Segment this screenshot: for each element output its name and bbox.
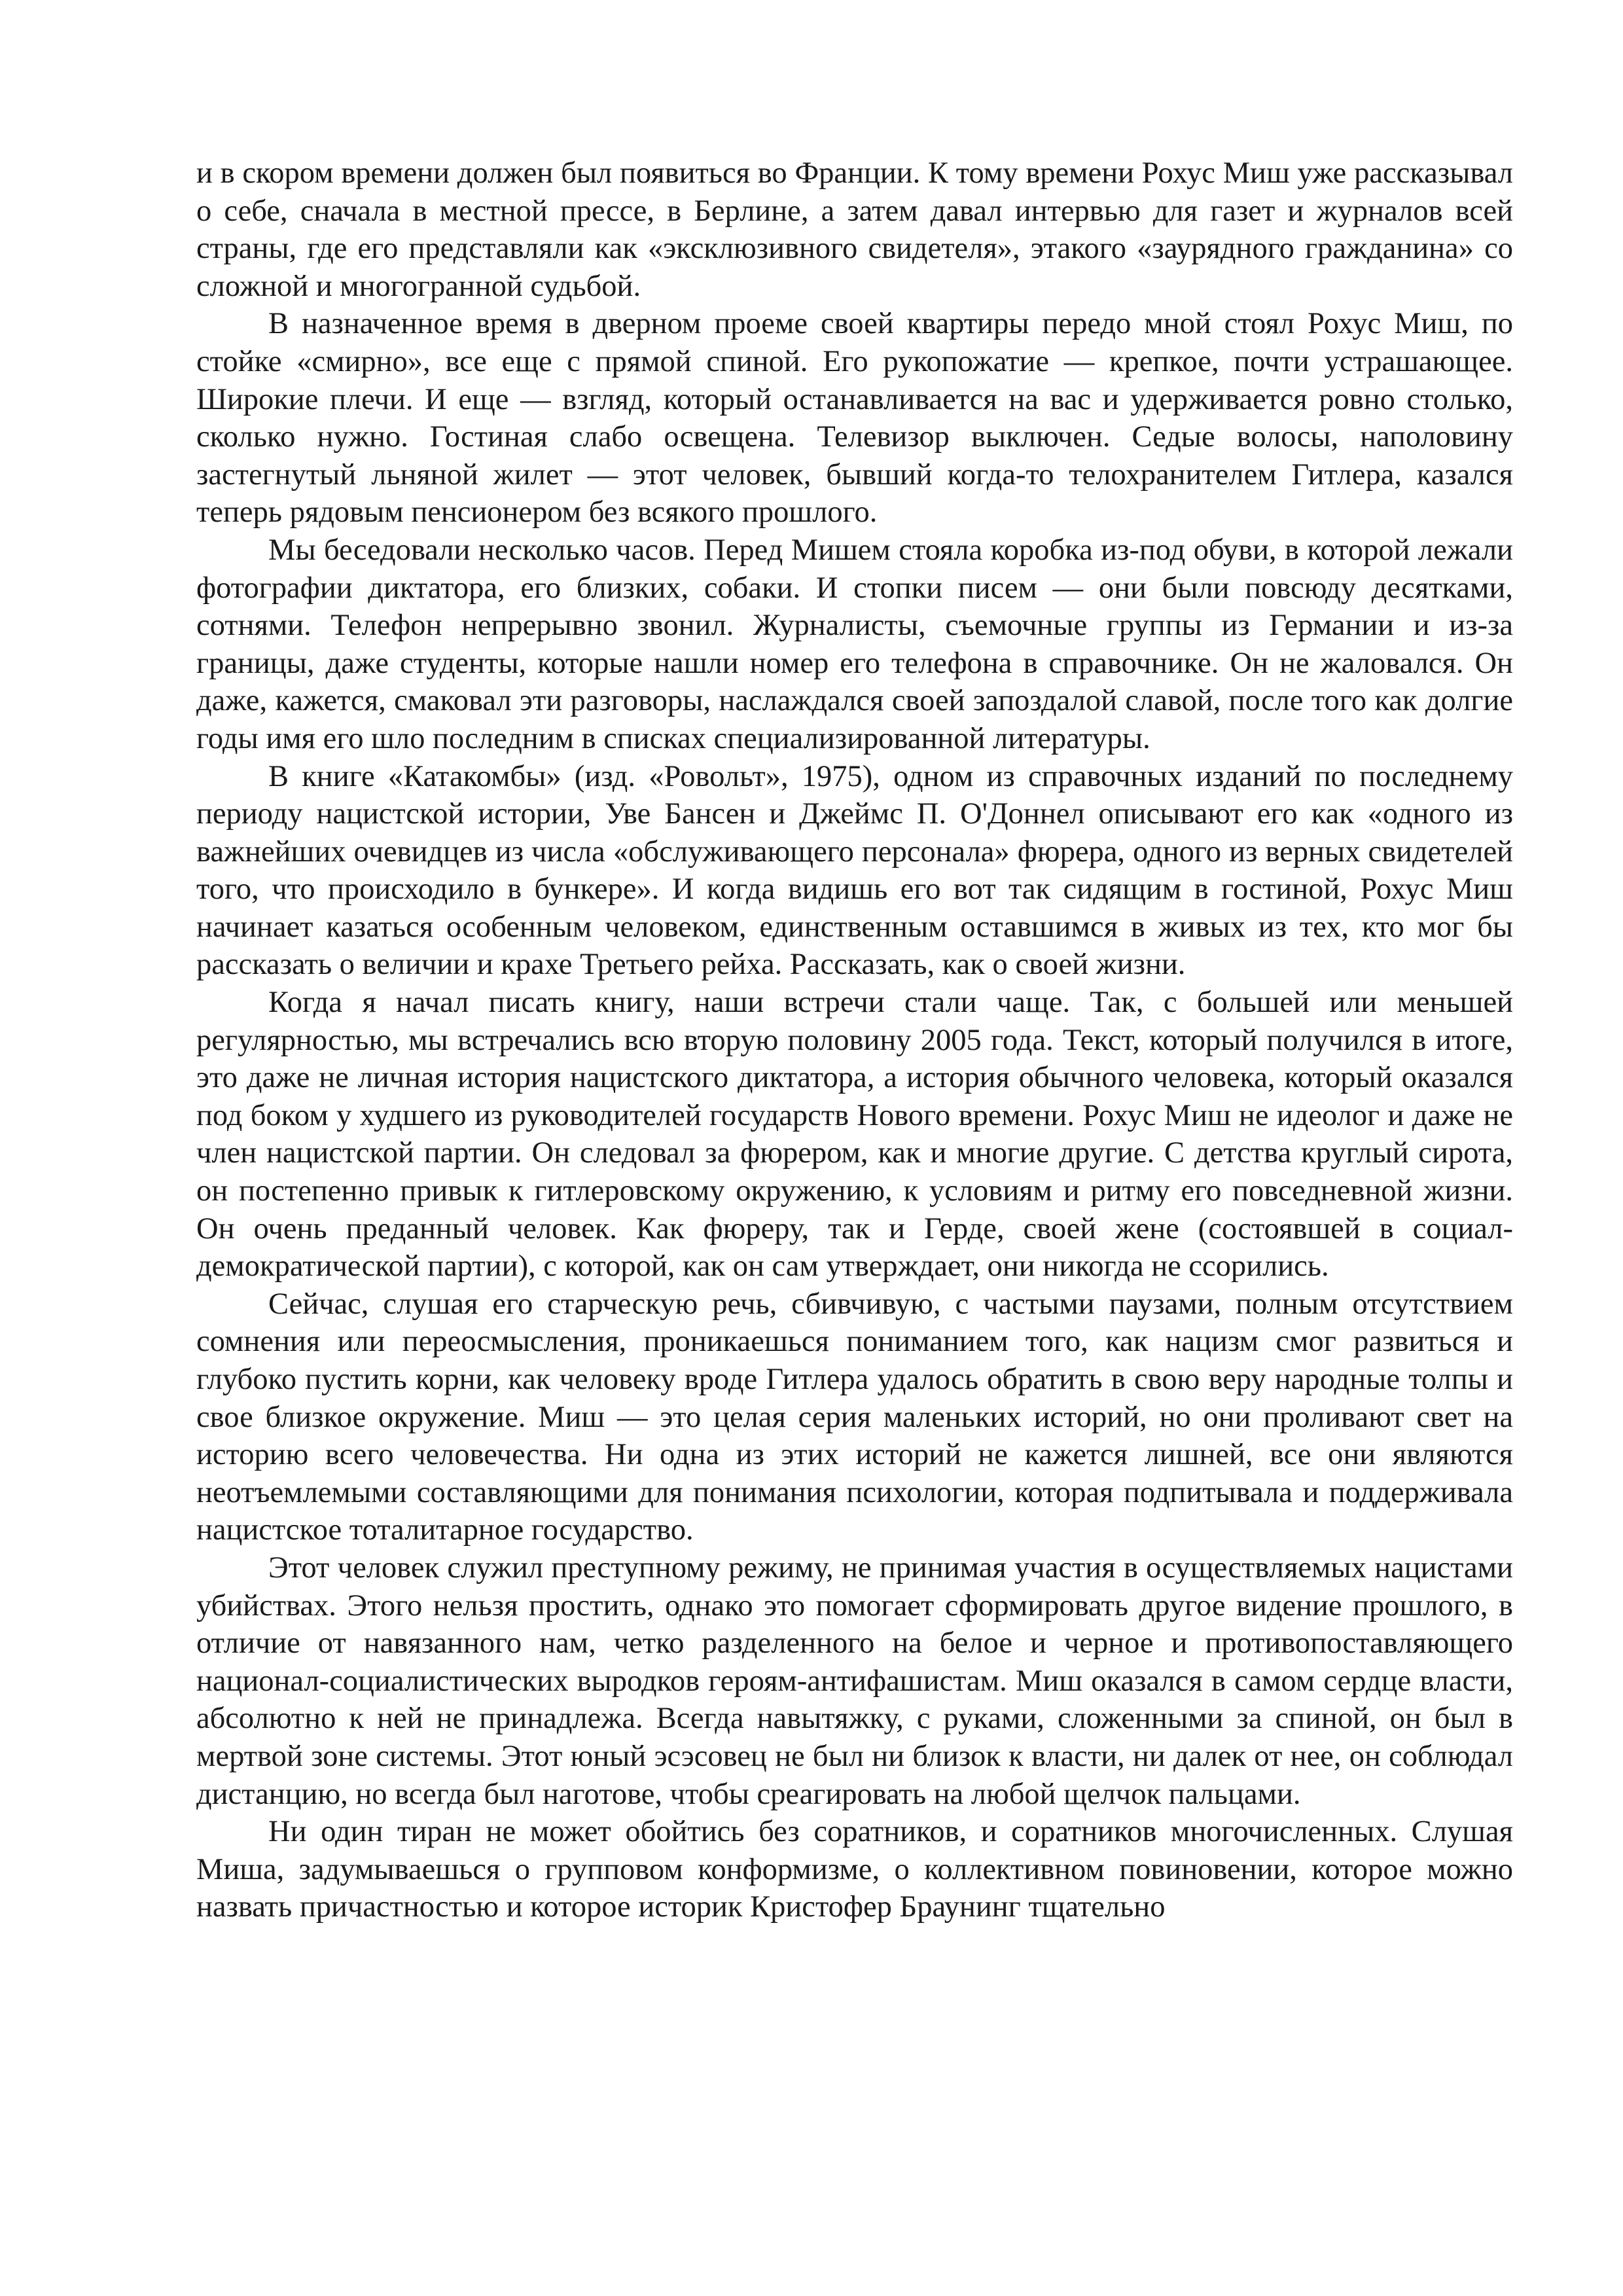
paragraph-2: В назначенное время в дверном проеме своей квартиры передо мной стоял Рохус Миш, по стойке «смирно», все еще с прямой спиной. Его рукопожатие — крепкое, почти устрашающее. Широкие плечи. И еще — взгляд, который останавливается на вас и удерживается ровно столько, сколько нужно. Гостиная слабо освещена. Телевизор выключен. Седые волосы, наполовину застегнутый льняной жилет — этот человек, бывший когда-то телохранителем Гитлера, казался теперь рядовым пенсионером без всякого прошлого. [196,307,1513,529]
paragraph-4: В книге «Катакомбы» (изд. «Ровольт», 1975), одном из справочных изданий по последнему периоду нацистской истории, Уве Бансен и Джеймс П. О'Доннел описывают его как «одного из важнейших очевидцев из числа «обслуживающего персонала» фюрера, одного из верных свидетелей того, что происходило в бункере». И когда видишь его вот так сидящим в гостиной, Рохус Миш начинает казаться особенным человеком, единственным оставшимся в живых из тех, кто мог бы рассказать о величии и крахе Третьего рейха. Рассказать, как о своей жизни. [196,759,1513,982]
paragraph-1: и в скором времени должен был появиться во Франции. К тому времени Рохус Миш уже рассказывал о себе, сначала в местной прессе, в Берлине, а затем давал интервью для газет и журналов всей страны, где его представляли как «эксклюзивного свидетеля», этакого «заурядного гражданина» со сложной и многогранной судьбой. [196,156,1513,303]
document-page [196,154,1513,1926]
paragraph-5: Когда я начал писать книгу, наши встречи стали чаще. Так, с большей или меньшей регулярностью, мы встречались всю вторую половину 2005 года. Текст, который получился в итоге, это даже не личная история нацистского диктатора, а история обычного человека, который оказался под боком у худшего из руководителей государств Нового времени. Рохус Миш не идеолог и даже не член нацистской партии. Он следовал за фюрером, как и многие другие. С детства круглый сирота, он постепенно привык к гитлеровскому окружению, к условиям и ритму его повседневной жизни. Он очень преданный человек. Как фюреру, так и Герде, своей жене (состоявшей в социал-демократической партии), с которой, как он сам утверждает, они никогда не ссорились. [196,986,1513,1283]
paragraph-3: Мы беседовали несколько часов. Перед Мишем стояла коробка из-под обуви, в которой лежали фотографии диктатора, его близких, собаки. И стопки писем — они были повсюду десятками, сотнями. Телефон непрерывно звонил. Журналисты, съемочные группы из Германии и из-за границы, даже студенты, которые нашли номер его телефона в справочнике. Он не жаловался. Он даже, кажется, смаковал эти разговоры, наслаждался своей запоздалой славой, после того как долгие годы имя его шло последним в списках специализированной литературы. [196,533,1513,755]
paragraph-7: Этот человек служил преступному режиму, не принимая участия в осуществляемых нацистами убийствах. Этого нельзя простить, однако это помогает сформировать другое видение прошлого, в отличие от навязанного нам, четко разделенного на белое и черное и противопоставляющего национал-социалистических выродков героям-антифашистам. Миш оказался в самом сердце власти, абсолютно к ней не принадлежа. Всегда навытяжку, с руками, сложенными за спиной, он был в мертвой зоне системы. Этот юный эсэсовец не был ни близок к власти, ни далек от нее, он соблюдал дистанцию, но всегда был наготове, чтобы среагировать на любой щелчок пальцами. [196,1551,1513,1811]
paragraph-8: Ни один тиран не может обойтись без соратников, и соратников многочисленных. Слушая Миша, задумываешься о групповом конформизме, о коллективном повиновении, которое можно назвать причастностью и которое историк Кристофер Браунинг тщательно [196,1815,1513,1924]
paragraph-6: Сейчас, слушая его старческую речь, сбивчивую, с частыми паузами, полным отсутствием сомнения или переосмысления, проникаешься пониманием того, как нацизм смог развиться и глубоко пустить корни, как человеку вроде Гитлера удалось обратить в свою веру народные толпы и свое близкое окружение. Миш — это целая серия маленьких историй, но они проливают свет на историю всего человечества. Ни одна из этих историй не кажется лишней, все они являются неотъемлемыми составляющими для понимания психологии, которая подпитывала и поддерживала нацистское тоталитарное государство. [196,1287,1513,1547]
